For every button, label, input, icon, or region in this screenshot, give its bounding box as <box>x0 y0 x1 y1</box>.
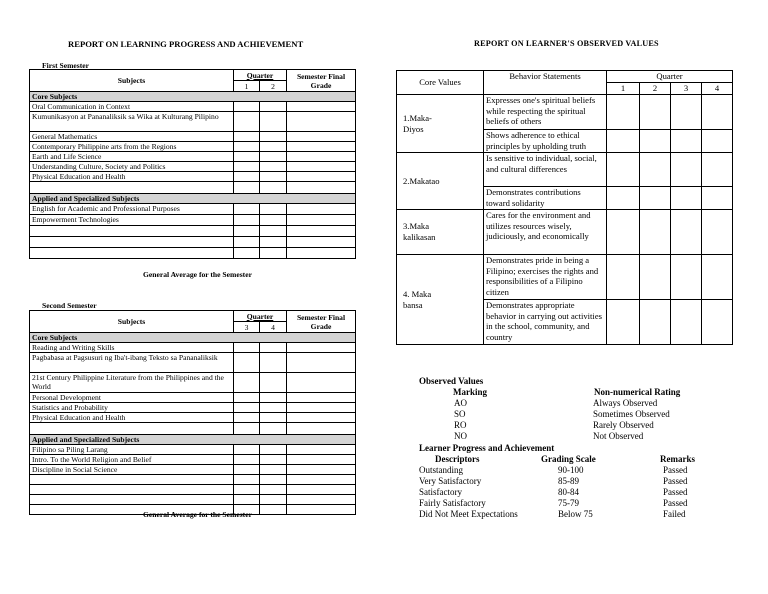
subject-name <box>30 248 234 259</box>
grade-cell <box>260 215 287 226</box>
subjects-header: Subjects <box>30 311 234 333</box>
subject-name: Understanding Culture, Society and Politics <box>30 162 234 172</box>
grade-cell <box>234 485 260 495</box>
marking-code: AO <box>454 398 467 408</box>
section-header: Applied and Specialized Subjects <box>30 194 356 204</box>
grade-cell <box>260 112 287 132</box>
grade-cell <box>234 455 260 465</box>
rating-cell <box>640 255 671 300</box>
grade-cell <box>234 226 260 237</box>
rating-cell <box>702 187 733 210</box>
grade-cell <box>234 237 260 248</box>
final-grade-header: Semester Final Grade <box>287 70 356 92</box>
grade-cell <box>260 226 287 237</box>
section-header-row <box>30 435 356 445</box>
grade-cell <box>260 248 287 259</box>
behavior-statement: Cares for the environment and utilizes resources wisely, judiciously, and economically <box>484 210 607 255</box>
core-values-table <box>396 70 733 345</box>
subject-row <box>30 226 356 237</box>
grade-cell <box>234 172 260 182</box>
grading-scale-text: 80-84 <box>558 487 579 497</box>
final-grade-cell <box>287 132 356 142</box>
quarter-header: Quarter <box>234 70 287 81</box>
subject-name: Oral Communication in Context <box>30 102 234 112</box>
grade-cell <box>234 403 260 413</box>
core-value-row <box>397 95 733 130</box>
quarter-4-header: 4 <box>260 322 287 333</box>
grade-cell <box>260 445 287 455</box>
subject-name: Earth and Life Science <box>30 152 234 162</box>
core-values-header: Core Values <box>397 71 484 95</box>
subject-row <box>30 102 356 112</box>
core-value-row <box>397 210 733 255</box>
section-header: Core Subjects <box>30 92 356 102</box>
final-grade-cell <box>287 152 356 162</box>
remarks-text: Passed <box>663 465 688 475</box>
grade-cell <box>260 132 287 142</box>
quarter-3-header: 3 <box>671 83 702 95</box>
grade-cell <box>260 403 287 413</box>
section-header-row <box>30 194 356 204</box>
quarter-1-header: 1 <box>234 81 260 92</box>
rating-cell <box>671 255 702 300</box>
subject-row <box>30 152 356 162</box>
final-grade-cell <box>287 475 356 485</box>
section-header-row <box>30 92 356 102</box>
progress-label: Learner Progress and Achievement <box>419 443 555 453</box>
final-grade-cell <box>287 112 356 132</box>
grade-cell <box>260 102 287 112</box>
subject-name: Discipline in Social Science <box>30 465 234 475</box>
marking-code: SO <box>454 409 466 419</box>
quarter-2-header: 2 <box>260 81 287 92</box>
subject-row <box>30 403 356 413</box>
subject-row <box>30 132 356 142</box>
final-grade-cell <box>287 373 356 393</box>
subject-name: English for Academic and Professional Purposes <box>30 204 234 215</box>
subject-name <box>30 182 234 194</box>
section-header-row <box>30 333 356 343</box>
final-grade-cell <box>287 423 356 435</box>
behavior-statement: Demonstrates contributions toward solidarity <box>484 187 607 210</box>
sem2-average-label: General Average for the Semester <box>143 510 252 519</box>
rating-cell <box>671 300 702 345</box>
grade-cell <box>260 162 287 172</box>
rating-text: Rarely Observed <box>593 420 654 430</box>
subject-row <box>30 465 356 475</box>
remarks-text: Passed <box>663 476 688 486</box>
subject-row <box>30 162 356 172</box>
final-grade-cell <box>287 102 356 112</box>
rating-cell <box>640 153 671 187</box>
subject-name: Physical Education and Health <box>30 172 234 182</box>
remarks-text: Failed <box>663 509 686 519</box>
subject-name: Empowerment Technologies <box>30 215 234 226</box>
grading-scale-text: 85-89 <box>558 476 579 486</box>
subject-row <box>30 495 356 505</box>
final-grade-cell <box>287 237 356 248</box>
core-value-name: 1.Maka- Diyos <box>397 95 484 153</box>
subject-row <box>30 237 356 248</box>
final-grade-cell <box>287 172 356 182</box>
rating-cell <box>702 130 733 153</box>
grade-cell <box>234 152 260 162</box>
grade-cell <box>234 204 260 215</box>
subject-row <box>30 353 356 373</box>
grade-cell <box>234 373 260 393</box>
subject-row <box>30 172 356 182</box>
grade-cell <box>234 102 260 112</box>
grade-cell <box>234 215 260 226</box>
remarks-text: Passed <box>663 498 688 508</box>
rating-cell <box>671 130 702 153</box>
quarter-header: Quarter <box>234 311 287 322</box>
descriptor-text: Very Satisfactory <box>419 476 482 486</box>
subject-name: Personal Development <box>30 393 234 403</box>
rating-cell <box>607 255 640 300</box>
subject-name: Contemporary Philippine arts from the Regions <box>30 142 234 152</box>
rating-cell <box>671 95 702 130</box>
final-grade-cell <box>287 204 356 215</box>
observed-values-label: Observed Values <box>419 376 484 386</box>
rating-cell <box>640 210 671 255</box>
final-grade-header: Semester Final Grade <box>287 311 356 333</box>
rating-text: Not Observed <box>593 431 644 441</box>
core-value-row <box>397 255 733 300</box>
core-value-name: 4. Maka bansa <box>397 255 484 345</box>
subject-row <box>30 393 356 403</box>
marking-label: Marking <box>453 387 488 397</box>
subject-name <box>30 495 234 505</box>
grade-cell <box>260 142 287 152</box>
quarter-2-header: 2 <box>640 83 671 95</box>
quarter-header: Quarter <box>607 71 733 83</box>
second-semester-table <box>29 310 356 515</box>
grade-cell <box>260 423 287 435</box>
final-grade-cell <box>287 445 356 455</box>
grade-cell <box>260 413 287 423</box>
rating-cell <box>607 187 640 210</box>
rating-cell <box>671 210 702 255</box>
rating-cell <box>607 210 640 255</box>
grade-cell <box>234 112 260 132</box>
final-grade-cell <box>287 505 356 515</box>
final-grade-cell <box>287 495 356 505</box>
subject-row <box>30 485 356 495</box>
marking-code: NO <box>454 431 467 441</box>
behavior-statement: Demonstrates pride in being a Filipino; exercises the rights and responsibilities of a Filipino citizen <box>484 255 607 300</box>
grade-cell <box>234 142 260 152</box>
subject-row <box>30 343 356 353</box>
behavior-statement: Expresses one's spiritual beliefs while respecting the spiritual beliefs of others <box>484 95 607 130</box>
subject-name <box>30 475 234 485</box>
rating-cell <box>702 300 733 345</box>
final-grade-cell <box>287 182 356 194</box>
final-grade-cell <box>287 142 356 152</box>
grade-cell <box>260 505 287 515</box>
final-grade-cell <box>287 393 356 403</box>
grade-cell <box>234 445 260 455</box>
rating-cell <box>607 300 640 345</box>
behavior-statement: Shows adherence to ethical principles by upholding truth <box>484 130 607 153</box>
descriptor-text: Satisfactory <box>419 487 462 497</box>
subject-row <box>30 423 356 435</box>
grade-cell <box>260 393 287 403</box>
final-grade-cell <box>287 455 356 465</box>
behavior-statements-header: Behavior Statements <box>484 71 607 95</box>
final-grade-cell <box>287 343 356 353</box>
remarks-label: Remarks <box>660 454 695 464</box>
grade-cell <box>234 393 260 403</box>
grade-cell <box>260 172 287 182</box>
core-value-name: 3.Maka kalikasan <box>397 210 484 255</box>
subject-row <box>30 112 356 132</box>
subject-name <box>30 423 234 435</box>
quarter-1-header: 1 <box>607 83 640 95</box>
grade-cell <box>234 413 260 423</box>
rating-cell <box>640 187 671 210</box>
subject-row <box>30 248 356 259</box>
final-grade-cell <box>287 215 356 226</box>
grade-cell <box>234 475 260 485</box>
rating-cell <box>702 95 733 130</box>
sem1-average-label: General Average for the Semester <box>143 270 252 279</box>
first-semester-label: First Semester <box>42 61 90 70</box>
grade-cell <box>260 182 287 194</box>
grading-scale-label: Grading Scale <box>541 454 596 464</box>
subject-name: Reading and Writing Skills <box>30 343 234 353</box>
descriptor-text: Did Not Meet Expectations <box>419 509 518 519</box>
subjects-header: Subjects <box>30 70 234 92</box>
rating-cell <box>640 300 671 345</box>
section-header: Core Subjects <box>30 333 356 343</box>
grade-cell <box>234 182 260 194</box>
rating-cell <box>607 153 640 187</box>
grade-cell <box>260 343 287 353</box>
rating-cell <box>607 130 640 153</box>
subject-name: Intro. To the World Religion and Belief <box>30 455 234 465</box>
rating-cell <box>640 95 671 130</box>
grade-cell <box>234 465 260 475</box>
rating-text: Always Observed <box>593 398 658 408</box>
rating-cell <box>702 153 733 187</box>
grade-cell <box>260 353 287 373</box>
quarter-4-header: 4 <box>702 83 733 95</box>
subject-name <box>30 226 234 237</box>
rating-cell <box>671 187 702 210</box>
grade-cell <box>260 485 287 495</box>
grade-cell <box>234 353 260 373</box>
final-grade-cell <box>287 413 356 423</box>
grade-cell <box>260 455 287 465</box>
descriptor-text: Outstanding <box>419 465 463 475</box>
grading-scale-text: 75-79 <box>558 498 579 508</box>
subject-name: Filipino sa Piling Larang <box>30 445 234 455</box>
behavior-statement: Is sensitive to individual, social, and cultural differences <box>484 153 607 187</box>
descriptor-text: Fairly Satisfactory <box>419 498 486 508</box>
section-header: Applied and Specialized Subjects <box>30 435 356 445</box>
grade-cell <box>260 152 287 162</box>
subject-row <box>30 475 356 485</box>
subject-name: Statistics and Probability <box>30 403 234 413</box>
observed-values-title: REPORT ON LEARNER'S OBSERVED VALUES <box>474 39 659 48</box>
rating-cell <box>607 95 640 130</box>
subject-name: General Mathematics <box>30 132 234 142</box>
subject-row <box>30 204 356 215</box>
grade-cell <box>234 495 260 505</box>
rating-cell <box>640 130 671 153</box>
subject-row <box>30 413 356 423</box>
marking-code: RO <box>454 420 467 430</box>
behavior-statement: Demonstrates appropriate behavior in carrying out activities in the school, community, and country <box>484 300 607 345</box>
subject-name: 21st Century Philippine Literature from the Philippines and the World <box>30 373 234 393</box>
grading-scale-text: Below 75 <box>558 509 593 519</box>
quarter-3-header: 3 <box>234 322 260 333</box>
grade-cell <box>260 237 287 248</box>
rating-cell <box>702 210 733 255</box>
subject-name <box>30 485 234 495</box>
grade-cell <box>260 373 287 393</box>
final-grade-cell <box>287 403 356 413</box>
final-grade-cell <box>287 162 356 172</box>
grade-cell <box>260 204 287 215</box>
grade-cell <box>260 475 287 485</box>
legend <box>419 376 739 526</box>
subject-name: Physical Education and Health <box>30 413 234 423</box>
grade-cell <box>234 343 260 353</box>
final-grade-cell <box>287 465 356 475</box>
rating-text: Sometimes Observed <box>593 409 670 419</box>
final-grade-cell <box>287 485 356 495</box>
final-grade-cell <box>287 353 356 373</box>
final-grade-cell <box>287 248 356 259</box>
second-semester-label: Second Semester <box>42 301 97 310</box>
grade-cell <box>260 495 287 505</box>
subject-name: Pagbabasa at Pagsusuri ng Iba't-ibang Teksto sa Pananaliksik <box>30 353 234 373</box>
final-grade-cell <box>287 226 356 237</box>
rating-label: Non-numerical Rating <box>594 387 681 397</box>
subject-row <box>30 455 356 465</box>
rating-cell <box>671 153 702 187</box>
progress-report-title: REPORT ON LEARNING PROGRESS AND ACHIEVEMENT <box>68 39 304 49</box>
subject-row <box>30 215 356 226</box>
subject-row <box>30 373 356 393</box>
subject-name: Kumunikasyon at Pananaliksik sa Wika at Kulturang Pilipino <box>30 112 234 132</box>
remarks-text: Passed <box>663 487 688 497</box>
rating-cell <box>702 255 733 300</box>
subject-row <box>30 182 356 194</box>
grade-cell <box>234 248 260 259</box>
core-value-name: 2.Makatao <box>397 153 484 210</box>
subject-name <box>30 237 234 248</box>
core-value-row <box>397 153 733 187</box>
subject-row <box>30 142 356 152</box>
grade-cell <box>234 162 260 172</box>
grade-cell <box>234 132 260 142</box>
grade-cell <box>234 423 260 435</box>
descriptors-label: Descriptors <box>435 454 480 464</box>
first-semester-table <box>29 69 356 259</box>
subject-row <box>30 445 356 455</box>
grading-scale-text: 90-100 <box>558 465 584 475</box>
grade-cell <box>260 465 287 475</box>
